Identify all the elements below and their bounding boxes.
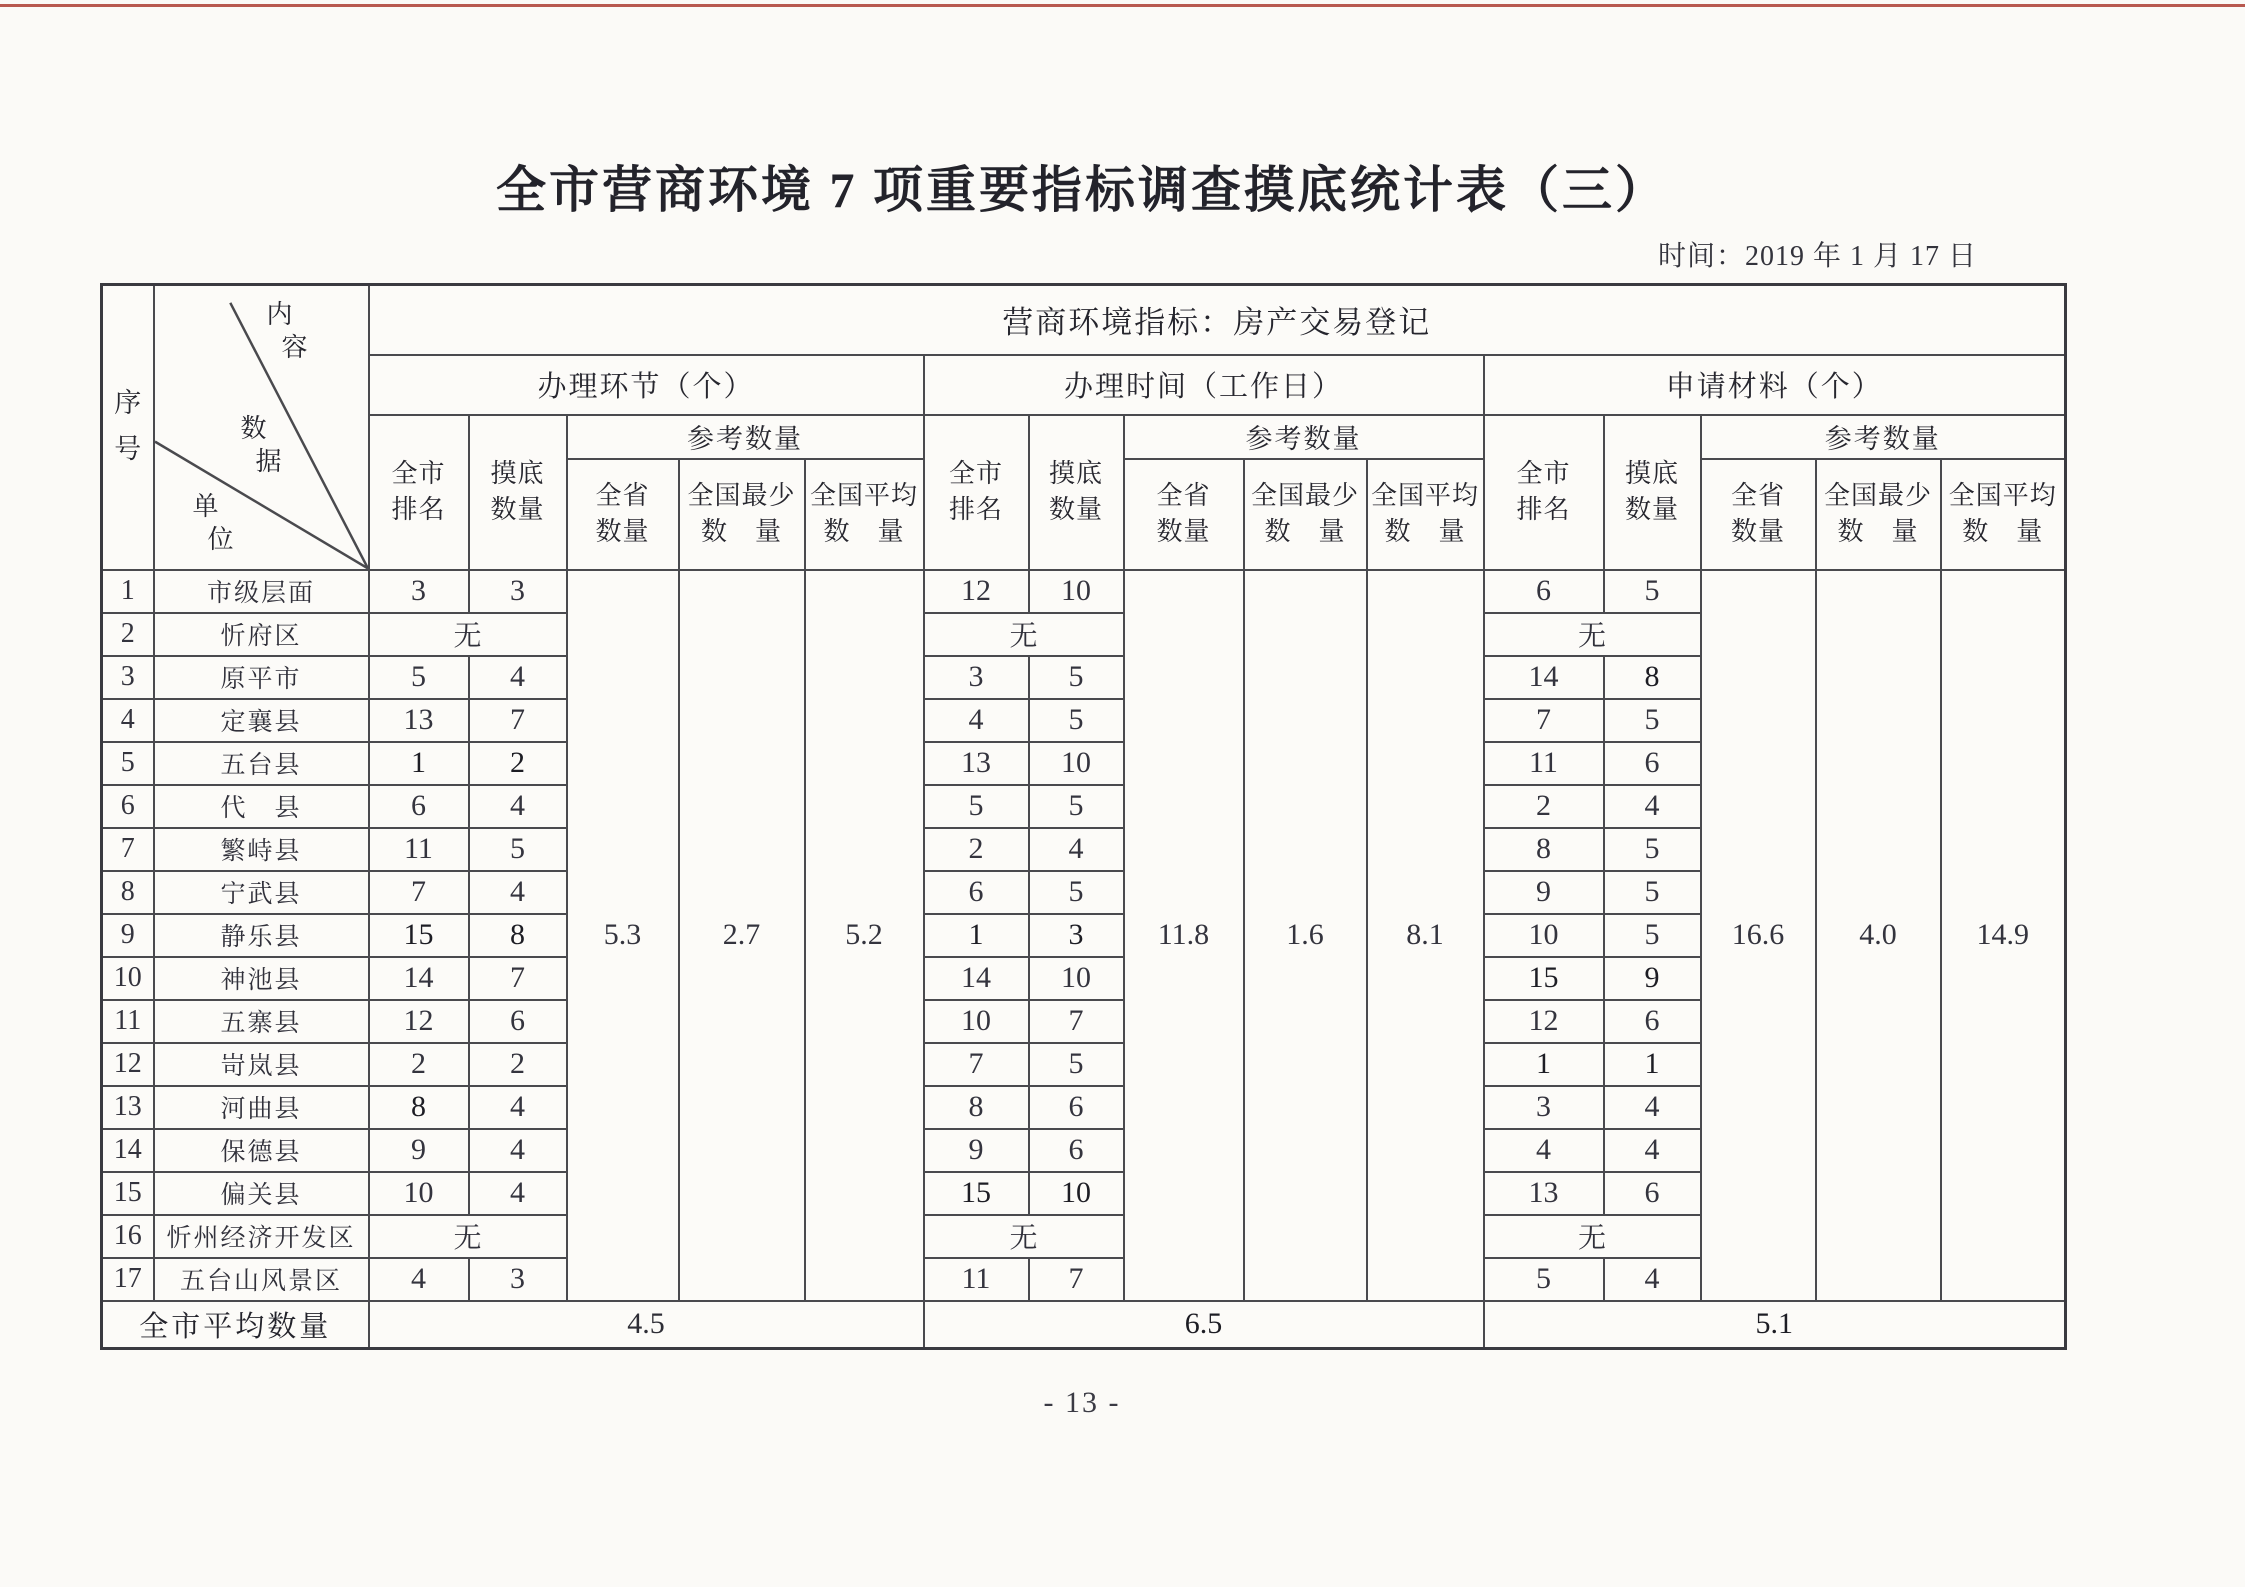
rank-cell: 6 xyxy=(369,785,469,828)
survey-cell: 3 xyxy=(469,570,567,613)
unit-cell: 偏关县 xyxy=(154,1172,369,1215)
survey-cell: 3 xyxy=(469,1258,567,1301)
seq-cell: 4 xyxy=(102,699,154,742)
ref-national-min-cell: 4.0 xyxy=(1816,570,1941,1301)
no-data-cell: 无 xyxy=(1484,1215,1701,1258)
unit-cell: 五台县 xyxy=(154,742,369,785)
survey-cell: 4 xyxy=(469,871,567,914)
rank-cell: 12 xyxy=(924,570,1029,613)
seq-column-header xyxy=(102,285,154,570)
ref-quantity-header: 参考数量 xyxy=(1124,415,1484,459)
group-title-materials: 申请材料（个） xyxy=(1484,355,2066,415)
survey-cell: 5 xyxy=(1029,871,1124,914)
survey-cell: 2 xyxy=(469,1043,567,1086)
survey-cell: 6 xyxy=(469,1000,567,1043)
rank-cell: 3 xyxy=(924,656,1029,699)
no-data-cell: 无 xyxy=(924,613,1124,656)
no-data-cell: 无 xyxy=(369,1215,567,1258)
rank-cell: 5 xyxy=(924,785,1029,828)
rank-cell: 13 xyxy=(369,699,469,742)
survey-cell: 4 xyxy=(469,1172,567,1215)
unit-cell: 宁武县 xyxy=(154,871,369,914)
rank-cell: 7 xyxy=(1484,699,1604,742)
col-header-national-min: 全国最少 数 量 xyxy=(1244,459,1367,570)
page-number: - 13 - xyxy=(1043,1386,1121,1419)
survey-cell: 4 xyxy=(469,785,567,828)
ref-national-avg-cell: 8.1 xyxy=(1367,570,1484,1301)
seq-cell: 10 xyxy=(102,957,154,1000)
rank-cell: 6 xyxy=(924,871,1029,914)
survey-cell: 6 xyxy=(1604,1172,1701,1215)
survey-cell: 5 xyxy=(1029,1043,1124,1086)
unit-cell: 市级层面 xyxy=(154,570,369,613)
survey-cell: 2 xyxy=(469,742,567,785)
col-header-province: 全省 数量 xyxy=(1124,459,1244,570)
rank-cell: 9 xyxy=(369,1129,469,1172)
rank-cell: 1 xyxy=(924,914,1029,957)
survey-cell: 4 xyxy=(1604,1086,1701,1129)
survey-cell: 4 xyxy=(469,656,567,699)
table-header xyxy=(102,285,2066,570)
rank-cell: 7 xyxy=(924,1043,1029,1086)
survey-cell: 6 xyxy=(1604,1000,1701,1043)
table-body xyxy=(102,570,2066,1301)
no-data-cell: 无 xyxy=(924,1215,1124,1258)
seq-cell: 15 xyxy=(102,1172,154,1215)
rank-cell: 10 xyxy=(369,1172,469,1215)
ref-province-cell: 5.3 xyxy=(567,570,679,1301)
survey-cell: 5 xyxy=(1604,828,1701,871)
survey-cell: 5 xyxy=(1604,914,1701,957)
survey-cell: 6 xyxy=(1604,742,1701,785)
rank-cell: 3 xyxy=(369,570,469,613)
corner-label-data: 数 据 xyxy=(240,414,282,476)
survey-cell: 4 xyxy=(1604,1258,1701,1301)
survey-cell: 6 xyxy=(1029,1129,1124,1172)
col-header-survey: 摸底 数量 xyxy=(1029,415,1124,570)
survey-cell: 7 xyxy=(1029,1258,1124,1301)
rank-cell: 9 xyxy=(1484,871,1604,914)
survey-cell: 8 xyxy=(1604,656,1701,699)
rank-cell: 3 xyxy=(1484,1086,1604,1129)
survey-cell: 5 xyxy=(469,828,567,871)
seq-cell: 13 xyxy=(102,1086,154,1129)
survey-cell: 7 xyxy=(1029,1000,1124,1043)
unit-cell: 繁峙县 xyxy=(154,828,369,871)
no-data-cell: 无 xyxy=(1484,613,1701,656)
unit-cell: 忻州经济开发区 xyxy=(154,1215,369,1258)
corner-diagonal-cell xyxy=(154,285,369,570)
survey-cell: 1 xyxy=(1604,1043,1701,1086)
survey-cell: 10 xyxy=(1029,742,1124,785)
ref-province-cell: 11.8 xyxy=(1124,570,1244,1301)
survey-cell: 4 xyxy=(1604,1129,1701,1172)
col-header-national-avg: 全国平均 数 量 xyxy=(805,459,924,570)
rank-cell: 1 xyxy=(369,742,469,785)
corner-label-content: 内 容 xyxy=(266,300,308,362)
col-header-province: 全省 数量 xyxy=(1701,459,1816,570)
rank-cell: 8 xyxy=(369,1086,469,1129)
survey-cell: 10 xyxy=(1029,957,1124,1000)
rank-cell: 2 xyxy=(1484,785,1604,828)
seq-cell: 8 xyxy=(102,871,154,914)
table-footer xyxy=(102,1301,2066,1349)
survey-cell: 3 xyxy=(1029,914,1124,957)
rank-cell: 15 xyxy=(1484,957,1604,1000)
header-row-groups xyxy=(102,355,2066,415)
unit-cell: 河曲县 xyxy=(154,1086,369,1129)
seq-cell: 7 xyxy=(102,828,154,871)
unit-cell: 五台山风景区 xyxy=(154,1258,369,1301)
col-header-national-avg: 全国平均 数 量 xyxy=(1367,459,1484,570)
seq-cell: 12 xyxy=(102,1043,154,1086)
rank-cell: 14 xyxy=(369,957,469,1000)
survey-cell: 10 xyxy=(1029,570,1124,613)
col-header-rank: 全市 排名 xyxy=(369,415,469,570)
survey-cell: 4 xyxy=(469,1086,567,1129)
corner-label-unit: 单 位 xyxy=(192,492,234,554)
seq-cell: 2 xyxy=(102,613,154,656)
rank-cell: 8 xyxy=(1484,828,1604,871)
survey-cell: 9 xyxy=(1604,957,1701,1000)
rank-cell: 14 xyxy=(924,957,1029,1000)
rank-cell: 11 xyxy=(1484,742,1604,785)
seq-cell: 17 xyxy=(102,1258,154,1301)
header-row-ref xyxy=(102,415,2066,459)
rank-cell: 11 xyxy=(924,1258,1029,1301)
rank-cell: 7 xyxy=(369,871,469,914)
survey-cell: 5 xyxy=(1604,699,1701,742)
ref-province-cell: 16.6 xyxy=(1701,570,1816,1301)
survey-cell: 7 xyxy=(469,699,567,742)
seq-cell: 14 xyxy=(102,1129,154,1172)
unit-cell: 定襄县 xyxy=(154,699,369,742)
unit-cell: 忻府区 xyxy=(154,613,369,656)
stats-table xyxy=(100,283,2067,1350)
unit-cell: 代 县 xyxy=(154,785,369,828)
rank-cell: 5 xyxy=(1484,1258,1604,1301)
ref-national-min-cell: 1.6 xyxy=(1244,570,1367,1301)
ref-national-min-cell: 2.7 xyxy=(679,570,805,1301)
group-title-steps: 办理环节（个） xyxy=(369,355,924,415)
rank-cell: 4 xyxy=(1484,1129,1604,1172)
seq-header-char: 号 xyxy=(114,434,142,465)
rank-cell: 11 xyxy=(369,828,469,871)
unit-cell: 静乐县 xyxy=(154,914,369,957)
survey-cell: 8 xyxy=(469,914,567,957)
col-header-rank: 全市 排名 xyxy=(924,415,1029,570)
rank-cell: 10 xyxy=(1484,914,1604,957)
rank-cell: 15 xyxy=(369,914,469,957)
rank-cell: 12 xyxy=(369,1000,469,1043)
ref-national-avg-cell: 14.9 xyxy=(1941,570,2066,1301)
seq-cell: 1 xyxy=(102,570,154,613)
unit-cell: 保德县 xyxy=(154,1129,369,1172)
seq-cell: 5 xyxy=(102,742,154,785)
survey-cell: 6 xyxy=(1029,1086,1124,1129)
rank-cell: 2 xyxy=(369,1043,469,1086)
ref-national-avg-cell: 5.2 xyxy=(805,570,924,1301)
survey-cell: 5 xyxy=(1604,570,1701,613)
rank-cell: 5 xyxy=(369,656,469,699)
average-steps-cell: 4.5 xyxy=(369,1301,924,1349)
col-header-province: 全省 数量 xyxy=(567,459,679,570)
col-header-national-min: 全国最少 数 量 xyxy=(1816,459,1941,570)
survey-cell: 5 xyxy=(1604,871,1701,914)
col-header-national-avg: 全国平均 数 量 xyxy=(1941,459,2066,570)
seq-cell: 6 xyxy=(102,785,154,828)
col-header-survey: 摸底 数量 xyxy=(1604,415,1701,570)
unit-cell: 五寨县 xyxy=(154,1000,369,1043)
average-row xyxy=(102,1301,2066,1349)
ref-quantity-header: 参考数量 xyxy=(567,415,924,459)
rank-cell: 15 xyxy=(924,1172,1029,1215)
no-data-cell: 无 xyxy=(369,613,567,656)
rank-cell: 8 xyxy=(924,1086,1029,1129)
survey-cell: 4 xyxy=(469,1129,567,1172)
average-time-cell: 6.5 xyxy=(924,1301,1484,1349)
unit-cell: 岢岚县 xyxy=(154,1043,369,1086)
page-title: 全市营商环境 7 项重要指标调查摸底统计表（三） xyxy=(496,162,1668,218)
survey-cell: 5 xyxy=(1029,785,1124,828)
col-header-national-min: 全国最少 数 量 xyxy=(679,459,805,570)
seq-cell: 16 xyxy=(102,1215,154,1258)
ref-quantity-header: 参考数量 xyxy=(1701,415,2066,459)
rank-cell: 12 xyxy=(1484,1000,1604,1043)
rank-cell: 9 xyxy=(924,1129,1029,1172)
header-row-indicator xyxy=(102,285,2066,355)
survey-cell: 4 xyxy=(1029,828,1124,871)
rank-cell: 13 xyxy=(1484,1172,1604,1215)
rank-cell: 13 xyxy=(924,742,1029,785)
table-row xyxy=(102,570,2066,613)
average-row-label: 全市平均数量 xyxy=(102,1301,369,1349)
survey-cell: 4 xyxy=(1604,785,1701,828)
seq-cell: 9 xyxy=(102,914,154,957)
rank-cell: 10 xyxy=(924,1000,1029,1043)
col-header-rank: 全市 排名 xyxy=(1484,415,1604,570)
rank-cell: 4 xyxy=(369,1258,469,1301)
survey-cell: 10 xyxy=(1029,1172,1124,1215)
group-title-time: 办理时间（工作日） xyxy=(924,355,1484,415)
seq-header-char: 序 xyxy=(114,388,142,419)
col-header-survey: 摸底 数量 xyxy=(469,415,567,570)
average-materials-cell: 5.1 xyxy=(1484,1301,2066,1349)
rank-cell: 2 xyxy=(924,828,1029,871)
survey-cell: 5 xyxy=(1029,656,1124,699)
date-label: 时间：2019 年 1 月 17 日 xyxy=(1657,241,1977,272)
rank-cell: 1 xyxy=(1484,1043,1604,1086)
rank-cell: 4 xyxy=(924,699,1029,742)
seq-cell: 3 xyxy=(102,656,154,699)
survey-cell: 7 xyxy=(469,957,567,1000)
rank-cell: 14 xyxy=(1484,656,1604,699)
unit-cell: 原平市 xyxy=(154,656,369,699)
rank-cell: 6 xyxy=(1484,570,1604,613)
scan-edge-artifact xyxy=(0,4,2245,7)
unit-cell: 神池县 xyxy=(154,957,369,1000)
survey-cell: 5 xyxy=(1029,699,1124,742)
seq-cell: 11 xyxy=(102,1000,154,1043)
indicator-span-header: 营商环境指标：房产交易登记 xyxy=(369,285,2066,355)
